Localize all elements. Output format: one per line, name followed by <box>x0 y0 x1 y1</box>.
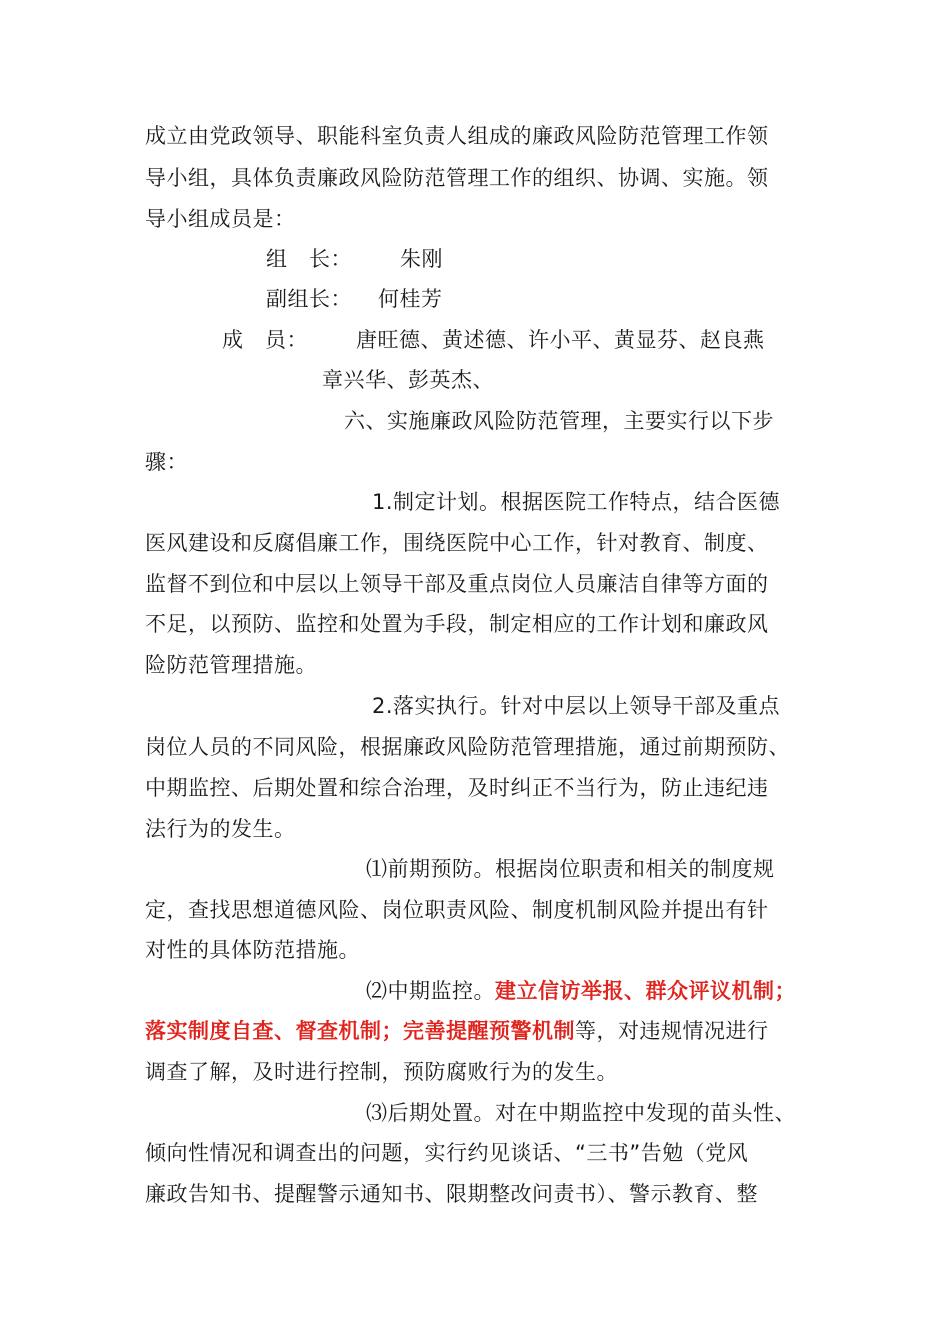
step-heading: 2.落实执行。针对中层以上领导干部及重点 <box>372 694 781 718</box>
paragraph-line: 导小组成员是： <box>145 207 296 231</box>
paragraph-line: 成立由党政领导、职能科室负责人组成的廉政风险防范管理工作领 <box>145 124 769 148</box>
leader-name: 朱刚 <box>400 247 443 271</box>
highlighted-text: 落实制度自查、督查机制；完善提醒预警机制 <box>145 1019 575 1043</box>
paragraph-line: 导小组，具体负责廉政风险防范管理工作的组织、协调、实施。领 <box>145 166 769 190</box>
members-names: 唐旺德、黄述德、许小平、黄显芬、赵良燕 <box>356 328 765 352</box>
substep-heading: ⑴前期预防。根据岗位职责和相关的制度规 <box>366 857 775 881</box>
paragraph-line: 医风建设和反腐倡廉工作，围绕医院中心工作，针对教育、制度、 <box>145 531 769 555</box>
section-heading: 六、实施廉政风险防范管理，主要实行以下步 <box>344 409 774 433</box>
paragraph-line: 岗位人员的不同风险，根据廉政风险防范管理措施，通过前期预防、 <box>145 735 790 759</box>
substep-heading: ⑶后期处置。对在中期监控中发现的苗头性、 <box>366 1101 796 1125</box>
plain-text: 等，对违规情况进行 <box>575 1019 769 1043</box>
paragraph-line: 骤： <box>145 450 188 474</box>
paragraph-line: 调查了解，及时进行控制，预防腐败行为的发生。 <box>145 1060 618 1084</box>
paragraph-line: 法行为的发生。 <box>145 817 296 841</box>
highlighted-text: 建立信访举报、群众评议机制； <box>495 979 796 1003</box>
paragraph-line: 定，查找思想道德风险、岗位职责风险、制度机制风险并提出有针 <box>145 898 769 922</box>
paragraph-line: 中期监控、后期处置和综合治理，及时纠正不当行为，防止违纪违 <box>145 776 769 800</box>
paragraph-line: 廉政告知书、提醒警示通知书、限期整改问责书）、警示教育、整 <box>145 1182 758 1206</box>
paragraph-line: 对性的具体防范措施。 <box>145 938 360 962</box>
paragraph-line: 倾向性情况和调查出的问题，实行约见谈话、“三书”告勉（党风 <box>145 1141 749 1165</box>
substep-label: ⑵中期监控。 <box>366 979 495 1003</box>
paragraph-line: 不足，以预防、监控和处置为手段，制定相应的工作计划和廉政风 <box>145 612 769 636</box>
deputy-leader-label: 副组长： <box>266 287 352 311</box>
deputy-leader-name: 何桂芳 <box>378 287 443 311</box>
members-names-continued: 章兴华、彭英杰、 <box>322 368 494 392</box>
substep-heading <box>366 976 796 1006</box>
members-label: 成 员： <box>222 328 308 352</box>
step-heading: 1.制定计划。根据医院工作特点，结合医德 <box>372 490 781 514</box>
leader-label: 组 长： <box>266 247 352 271</box>
paragraph-line <box>145 1016 769 1046</box>
paragraph-line: 监督不到位和中层以上领导干部及重点岗位人员廉洁自律等方面的 <box>145 572 769 596</box>
paragraph-line: 险防范管理措施。 <box>145 653 317 677</box>
